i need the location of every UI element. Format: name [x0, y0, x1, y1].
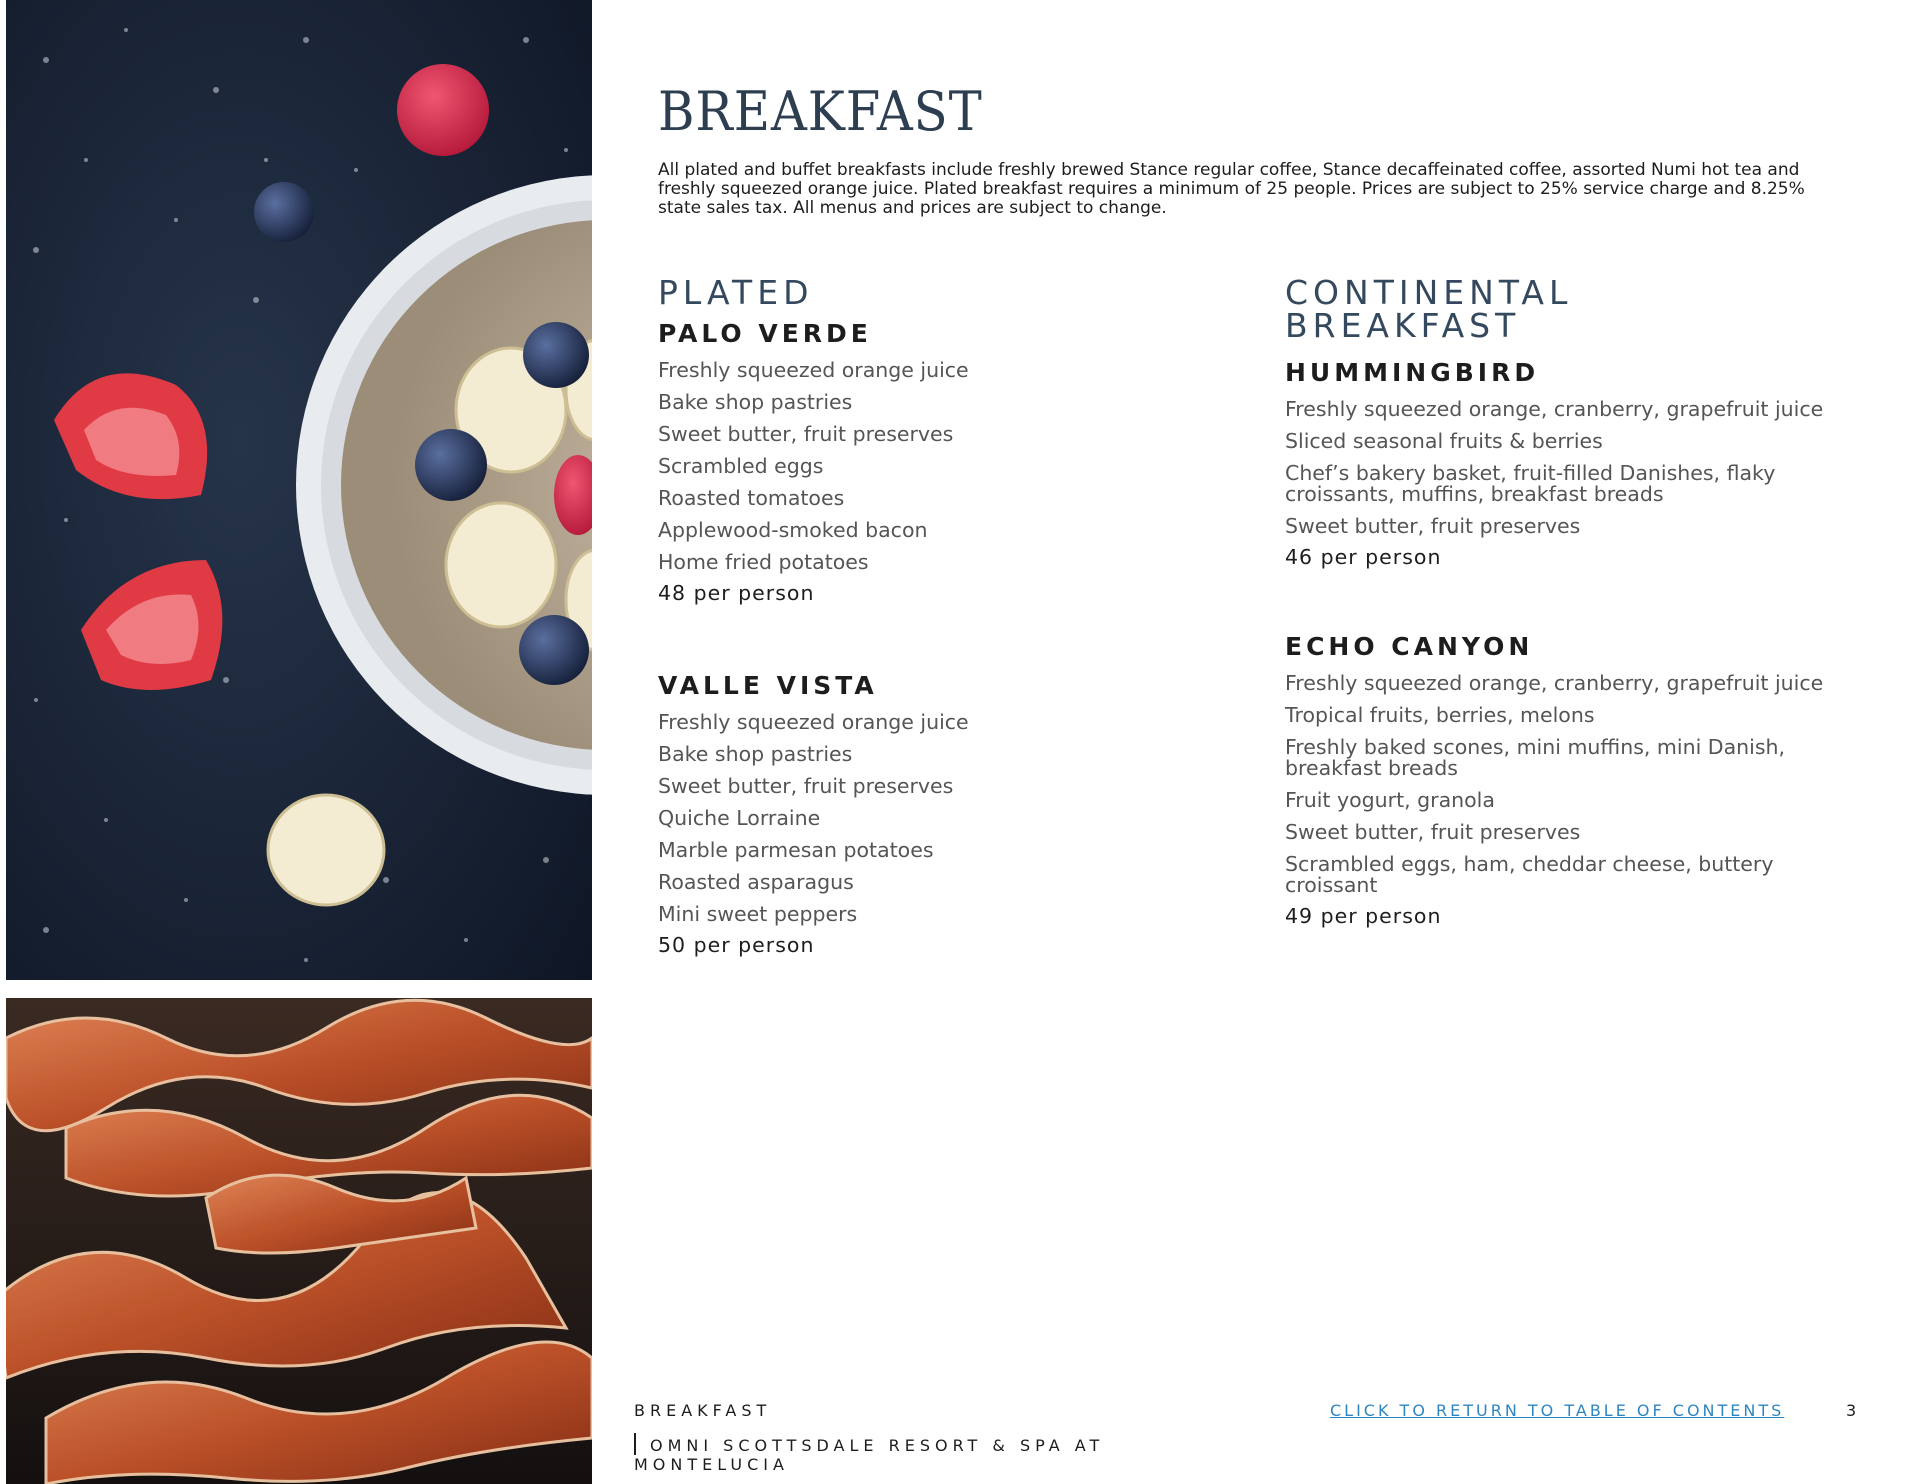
- menu-item: Roasted asparagus: [658, 870, 854, 894]
- menu-item: Quiche Lorraine: [658, 806, 821, 830]
- menu-item: Freshly squeezed orange, cranberry, grapefruit juice: [1285, 397, 1824, 421]
- section-title-plated: PLATED: [658, 273, 814, 312]
- menu-item: Freshly baked scones, mini muffins, mini Danish, breakfast breads: [1285, 735, 1786, 780]
- menu-item: Tropical fruits, berries, melons: [1285, 703, 1595, 727]
- page-title: BREAKFAST: [658, 80, 983, 143]
- menu-item: Freshly squeezed orange juice: [658, 358, 969, 382]
- menu-item: Scrambled eggs: [658, 454, 824, 478]
- menu-items: [658, 360, 1218, 573]
- menu-item: Marble parmesan potatoes: [658, 838, 934, 862]
- menu-valle-vista: [658, 671, 1218, 956]
- menu-item: Scrambled eggs, ham, cheddar cheese, buttery croissant: [1285, 852, 1774, 897]
- menu-item: Bake shop pastries: [658, 742, 853, 766]
- continental-column: [1285, 273, 1868, 928]
- menu-item: Sweet butter, fruit preserves: [658, 422, 954, 446]
- menu-name: PALO VERDE: [658, 319, 872, 348]
- plated-column: [658, 273, 1218, 957]
- section-title-continental: [1285, 273, 1868, 345]
- menu-items: [1285, 399, 1868, 537]
- menu-name: HUMMINGBIRD: [1285, 358, 1540, 387]
- menu-item: Freshly squeezed orange juice: [658, 710, 969, 734]
- menu-item: Bake shop pastries: [658, 390, 853, 414]
- footer-brand: [634, 1433, 1194, 1474]
- menu-hummingbird: [1285, 358, 1868, 568]
- oatmeal-photo: [6, 0, 592, 980]
- menu-price: 48 per person: [658, 581, 815, 605]
- section-title-line: CONTINENTAL: [1285, 273, 1573, 312]
- menu-item: Freshly squeezed orange, cranberry, grapefruit juice: [1285, 671, 1824, 695]
- toc-link[interactable]: CLICK TO RETURN TO TABLE OF CONTENTS: [1330, 1401, 1785, 1420]
- menu-item: Sweet butter, fruit preserves: [1285, 820, 1581, 844]
- menu-price: 50 per person: [658, 933, 815, 957]
- footer-divider: [634, 1433, 636, 1455]
- menu-name: ECHO CANYON: [1285, 632, 1534, 661]
- menu-price: 49 per person: [1285, 904, 1442, 928]
- menu-name: VALLE VISTA: [658, 671, 878, 700]
- menu-content: [658, 0, 1868, 1484]
- section-title-line: BREAKFAST: [1285, 306, 1521, 345]
- menu-item: Sliced seasonal fruits & berries: [1285, 429, 1603, 453]
- menu-palo-verde: [658, 319, 1218, 604]
- menu-item: Sweet butter, fruit preserves: [658, 774, 954, 798]
- menu-echo-canyon: [1285, 632, 1868, 927]
- menu-item: Fruit yogurt, granola: [1285, 788, 1495, 812]
- page-number: 3: [1846, 1401, 1857, 1420]
- menu-item: Roasted tomatoes: [658, 486, 845, 510]
- menu-item: Sweet butter, fruit preserves: [1285, 514, 1581, 538]
- menu-item: Home fried potatoes: [658, 550, 869, 574]
- menu-items: [1285, 673, 1868, 896]
- footer-section-label: BREAKFAST: [634, 1401, 772, 1420]
- intro-paragraph: All plated and buffet breakfasts include freshly brewed Stance regular coffee, Stance decaffeinated coffee, assorted Numi hot tea and freshly squeezed orange juice. Plated breakfast requires a minimum of 25 people. Prices are subject to 25% service charge and 8.25% state sales tax. All menus and prices are subject to change.: [658, 160, 1805, 218]
- footer-brand-text: OMNI SCOTTSDALE RESORT & SPA AT MONTELUCIA: [634, 1436, 1105, 1474]
- menu-price: 46 per person: [1285, 545, 1442, 569]
- menu-item: Mini sweet peppers: [658, 902, 858, 926]
- menu-item: Applewood-smoked bacon: [658, 518, 928, 542]
- bacon-photo: [6, 998, 592, 1484]
- menu-items: [658, 712, 1218, 925]
- menu-item: Chef’s bakery basket, fruit-filled Danishes, flaky croissants, muffins, breakfast breads: [1285, 461, 1776, 506]
